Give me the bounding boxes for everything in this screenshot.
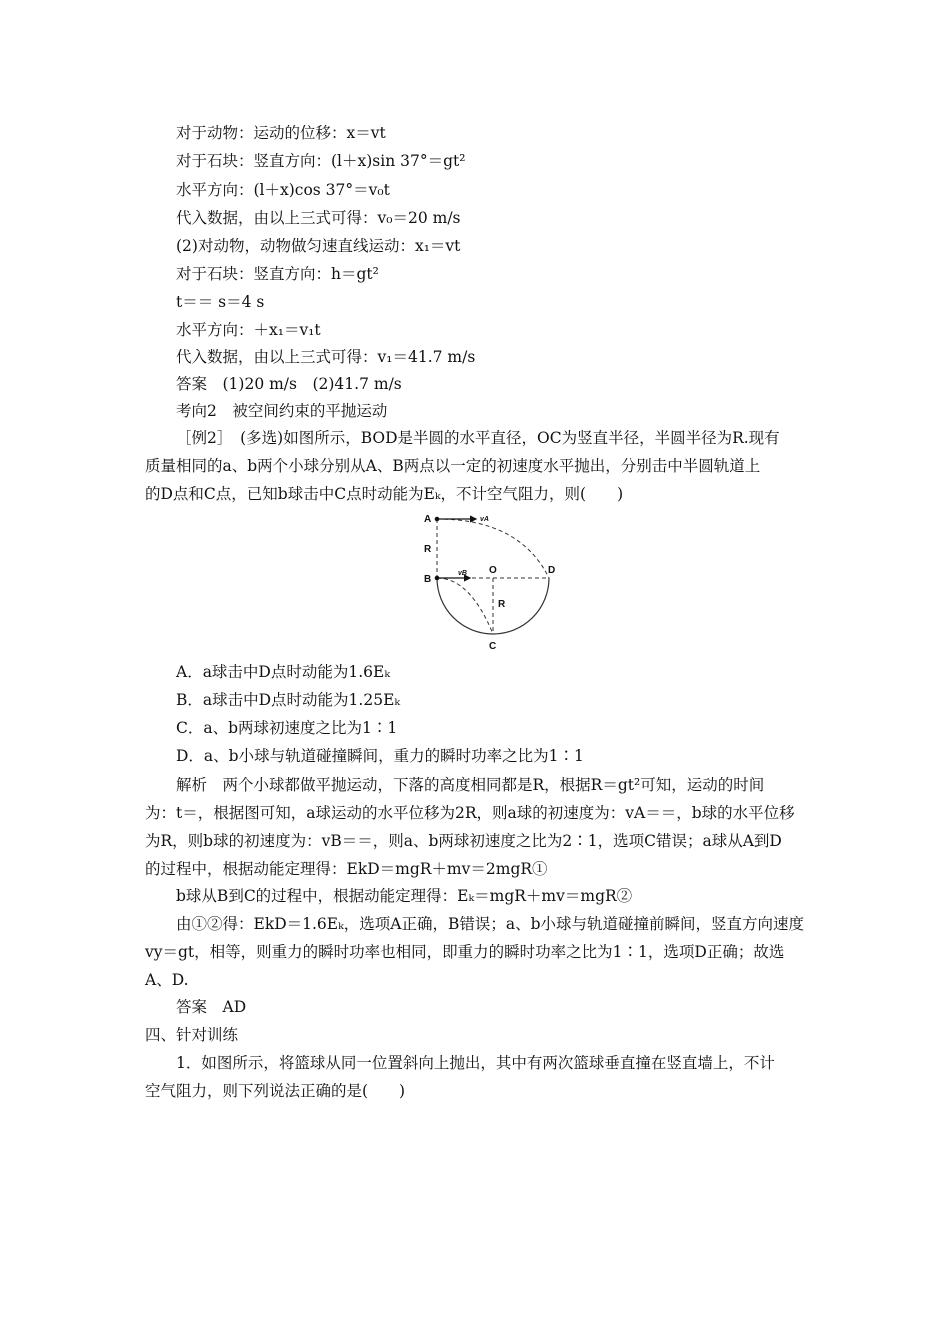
text-line: 对于石块：竖直方向：(l＋x)sin 37°＝gt² xyxy=(176,152,466,170)
label-vb: vB xyxy=(458,570,467,577)
analysis-line: vy＝gt，相等，则重力的瞬时功率也相同，即重力的瞬时功率之比为1∶1，选项D正确；故选 xyxy=(145,943,785,961)
option-c: C．a、b两球初速度之比为1∶1 xyxy=(176,719,398,737)
option-b: B．a球击中D点时动能为1.25Eₖ xyxy=(176,691,401,709)
example-line: 质量相同的a、b两个小球分别从A、B两点以一定的初速度水平抛出，分别击中半圆轨道上 xyxy=(145,457,761,475)
label-va: vA xyxy=(480,516,489,523)
example-line: ［例2］ (多选)如图所示，BOD是半圆的水平直径，OC为竖直半径，半圆半径为R.现有 xyxy=(176,429,780,447)
text-line: (2)对动物，动物做匀速直线运动：x₁＝vt xyxy=(176,237,461,255)
text-line: 代入数据，由以上三式可得：v₁＝41.7 m/s xyxy=(176,348,476,366)
label-c: C xyxy=(489,641,497,652)
analysis-line: 为R，则b球的初速度为：vB＝＝，则a、b两球初速度之比为2∶1，选项C错误；a球从A到D xyxy=(145,832,782,850)
option-a: A．a球击中D点时动能为1.6Eₖ xyxy=(176,663,390,681)
analysis-line: 的过程中，根据动能定理得：EkD＝mgR＋mv＝2mgR① xyxy=(145,860,548,878)
analysis-line: A、D. xyxy=(145,971,189,989)
text-line: 对于动物：运动的位移：x＝vt xyxy=(176,124,386,142)
label-o: O xyxy=(489,565,497,576)
option-d: D．a、b小球与轨道碰撞瞬间，重力的瞬时功率之比为1∶1 xyxy=(176,747,584,765)
point-b xyxy=(435,576,440,581)
semicircle-figure xyxy=(410,507,570,657)
text-line: 代入数据，由以上三式可得：v₀＝20 m/s xyxy=(176,209,461,227)
analysis-line: b球从B到C的过程中，根据动能定理得：Eₖ＝mgR＋mv＝mgR② xyxy=(176,887,633,905)
label-r-left: R xyxy=(424,544,432,555)
question-line: 空气阻力，则下列说法正确的是( ) xyxy=(145,1082,406,1100)
analysis-line: 由①②得：EkD＝1.6Eₖ，选项A正确，B错误；a、b小球与轨道碰撞前瞬间，竖直方向速度 xyxy=(176,915,805,933)
answer-line: 答案 AD xyxy=(176,998,247,1016)
analysis-line: 解析 两个小球都做平抛运动，下落的高度相同都是R，根据R＝gt²可知，运动的时间 xyxy=(176,776,765,794)
text-line: 对于石块：竖直方向：h＝gt² xyxy=(176,265,379,283)
label-a: A xyxy=(424,514,432,525)
example-line: 的D点和C点，已知b球击中C点时动能为Eₖ，不计空气阻力，则( ) xyxy=(145,485,624,503)
point-a xyxy=(435,517,440,522)
answer-line: 答案 (1)20 m/s (2)41.7 m/s xyxy=(176,375,402,393)
label-d: D xyxy=(548,565,556,576)
label-r-right: R xyxy=(498,599,506,610)
analysis-line: 为：t＝，根据图可知，a球运动的水平位移为2R，则a球的初速度为：vA＝＝，b球的水平位移 xyxy=(145,804,795,822)
text-line: 水平方向：(l＋x)cos 37°＝v₀t xyxy=(176,181,390,199)
section-heading: 考向2 被空间约束的平抛运动 xyxy=(176,402,388,420)
text-line: 水平方向：＋x₁＝v₁t xyxy=(176,321,321,339)
section-heading: 四、针对训练 xyxy=(145,1026,239,1044)
trajectory-b xyxy=(437,578,493,634)
label-b: B xyxy=(424,574,432,585)
question-line: 1．如图所示，将篮球从同一位置斜向上抛出，其中有两次篮球垂直撞在竖直墙上，不计 xyxy=(176,1054,775,1072)
text-line: t＝＝ s＝4 s xyxy=(176,293,265,311)
